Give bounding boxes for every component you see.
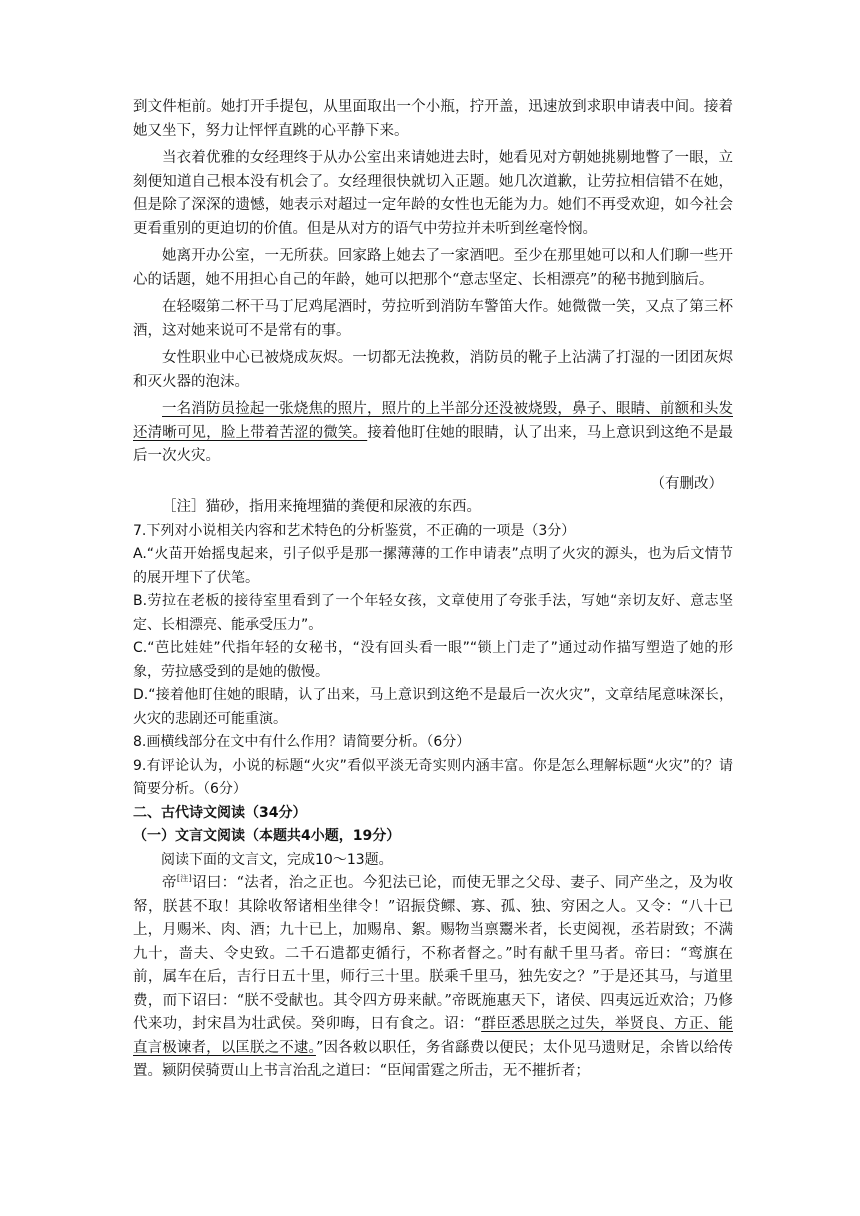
option-a: A.“火苗开始摇曳起来，引子似乎是那一摞薄薄的工作申请表”点明了火灾的源头，也为后文情节的展开埋下了伏笔。	[133, 546, 733, 586]
option-b: B.劳拉在老板的接待室里看到了一个年轻女孩，文章使用了夸张手法，写她“亲切友好、意志坚定、长相漂亮、能承受压力”。	[133, 593, 733, 633]
source-note: （有删改）	[650, 475, 723, 492]
footnote: ［注］猫砂，指用来掩埋猫的粪便和尿液的东西。	[162, 499, 481, 515]
story-paragraph-3: 她离开办公室，一无所获。回家路上她去了一家酒吧。至少在那里她可以和人们聊一些开心的话题，她不用担心自己的年龄，她可以把那个“意志坚定、长相漂亮”的秘书抛到脑后。	[133, 248, 733, 288]
question-7: 7.下列对小说相关内容和艺术特色的分析鉴赏，不正确的一项是（3分）	[133, 522, 576, 539]
story-paragraph-1: 到文件柜前。她打开手提包，从里面取出一个小瓶，拧开盖，迅速放到求职申请表中间。接着她又坐下，努力让怦怦直跳的心平静下来。	[133, 99, 733, 139]
note-marker: [注]	[176, 874, 192, 883]
underlined-passage: 一名消防员捡起一张烧焦的照片，照片的上半部分还没被烧毁，鼻子、眼睛、前额和头发还清晰可见，脸上带着苦涩的微笑。	[133, 401, 733, 441]
story-paragraph-6-rest: 接着他盯住她的眼睛，认了出来，马上意识到这绝不是最后一次火灾。	[133, 424, 734, 464]
story-paragraph-6	[133, 398, 733, 469]
question-9: 9.有评论认为，小说的标题“火灾”看似平淡无奇实则内涵丰富。你是怎么理解标题“火灾”的？请简要分析。（6分）	[133, 757, 733, 797]
subsection-heading: （一）文言文阅读（本题共4小题，19分）	[133, 828, 401, 844]
classical-text-part-1: 诏曰：“法者，治之正也。今犯法已论，而使无罪之父母、妻子、同产坐之，及为收帑，朕甚不取！其除收帑诸相坐律令！”诏振贷鳏、寡、孤、独、穷困之人。又令：“八十已上，月赐米、肉、酒；九十已上，加赐帛、絮。赐物当禀鬻米者，长吏阅视，丞若尉致；不满九十，啬夫、令史致。二千石遣都吏循行，不称者督之。”时有献千里马者。帝曰：“鸾旗在前，属车在后，吉行日五十里，师行三十里。朕乘千里马，独先安之？”于是还其马，与道里费，而下诏曰：“朕不受献也。其令四方毋来献。”帝既施惠天下，诸侯、四夷远近欢洽；乃修代来功，封宋昌为壮武侯。癸卯晦，日有食之。诏：“	[133, 875, 733, 1032]
classical-emperor: 帝	[162, 875, 177, 891]
classical-text-part-2: ”因各敕以职任，务省繇费以便民；太仆见马遗财足，余皆以给传置。颍阴侯骑贾山上书言治乱之道曰：“臣闻雷霆之所击，无不摧折者；	[133, 1039, 734, 1079]
classical-text	[133, 872, 733, 1084]
page-content	[133, 96, 733, 1084]
story-paragraph-4: 在轻啜第二杯干马丁尼鸡尾酒时，劳拉听到消防车警笛大作。她微微一笑，又点了第三杯酒，这对她来说可不是常有的事。	[133, 299, 733, 339]
classical-underlined: 群臣悉思朕之过失，举贤良、方正、能直言极谏者，以匡朕之不逮。	[133, 1016, 734, 1056]
option-d: D.“接着他盯住她的眼睛，认了出来，马上意识到这绝不是最后一次火灾”，文章结尾意味深长，火灾的悲剧还可能重演。	[133, 687, 733, 727]
reading-instruction: 阅读下面的文言文，完成10～13题。	[161, 851, 393, 868]
section-heading: 二、古代诗文阅读（34分）	[133, 804, 307, 821]
option-c: C.“芭比娃娃”代指年轻的女秘书，“没有回头看一眼”“锁上门走了”通过动作描写塑造了她的形象，劳拉感受到的是她的傲慢。	[133, 640, 733, 680]
story-paragraph-2: 当衣着优雅的女经理终于从办公室出来请她进去时，她看见对方朝她挑剔地瞥了一眼，立刻便知道自己根本没有机会了。女经理很快就切入正题。她几次道歉，让劳拉相信错不在她，但是除了深深的遗憾，她表示对超过一定年龄的女性也无能为力。她们不再受欢迎，如今社会更看重别的更迫切的价值。但是从对方的语气中劳拉并未听到丝毫怜悯。	[133, 150, 733, 237]
question-8: 8.画横线部分在文中有什么作用？请简要分析。（6分）	[133, 734, 471, 750]
story-paragraph-5: 女性职业中心已被烧成灰烬。一切都无法挽救，消防员的靴子上沾满了打湿的一团团灰烬和灭火器的泡沫。	[133, 350, 733, 390]
